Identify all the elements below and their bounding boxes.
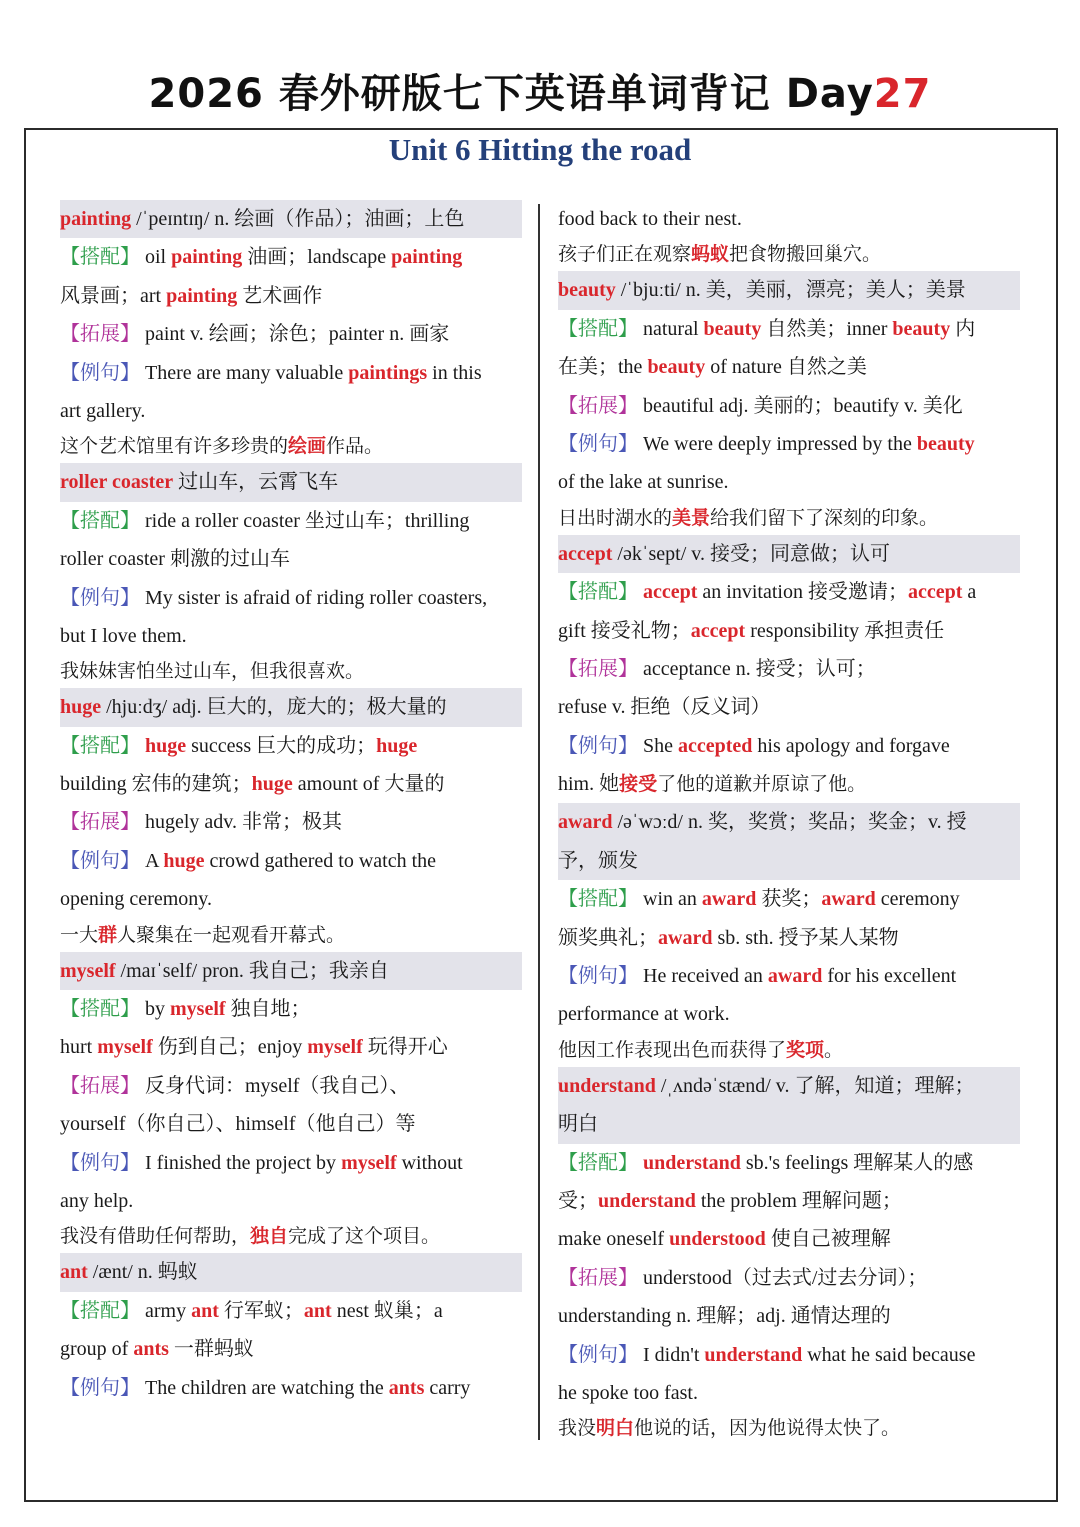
entry-myself-head <box>60 952 522 990</box>
text-run: but I love them. <box>60 624 187 647</box>
headword: huge <box>60 696 102 719</box>
text-run: a <box>962 581 977 604</box>
text-run: hurt <box>60 1036 98 1059</box>
text-run: performance at work. <box>558 1003 730 1026</box>
text-line <box>558 612 1020 650</box>
text-run: 风景画；art <box>60 284 167 307</box>
text-line <box>60 990 522 1028</box>
text-run: 完成了这个项目。 <box>288 1225 441 1248</box>
text-run: by <box>140 998 170 1021</box>
text-run: 了他的道歉并原谅了他。 <box>657 773 867 796</box>
text-run: roller coaster 刺激的过山车 <box>60 548 290 571</box>
text-line <box>558 502 1020 535</box>
text-run: 伤到自己；enjoy <box>152 1036 308 1059</box>
text-run: /maɪˈself/ pron. 我自己；我亲自 <box>115 959 389 982</box>
text-run: 日出时湖水的 <box>558 506 673 529</box>
text-line <box>60 354 522 392</box>
keyword-highlight: accept <box>907 581 963 604</box>
text-run: responsibility 承担责任 <box>745 619 945 642</box>
keyword-highlight: painting <box>166 284 238 307</box>
text-run: the problem 理解问题； <box>695 1189 902 1212</box>
collocation-tag: 【搭配】 <box>60 998 140 1021</box>
extension-tag: 【拓展】 <box>60 1074 140 1097</box>
text-run: 艺术画作 <box>237 284 323 307</box>
collocation-tag: 【搭配】 <box>558 888 638 911</box>
text-line <box>60 919 522 952</box>
text-line <box>60 1067 522 1105</box>
text-line <box>60 502 522 540</box>
keyword-highlight: myself <box>341 1151 397 1174</box>
text-run: 他说的话，因为他说得太快了。 <box>634 1417 901 1440</box>
text-line <box>60 1292 522 1330</box>
text-line <box>558 387 1020 425</box>
text-run: group of <box>60 1338 134 1361</box>
text-line <box>558 1336 1020 1374</box>
headword: understand <box>558 1074 656 1097</box>
extension-tag: 【拓展】 <box>558 1266 638 1289</box>
column-divider <box>538 204 540 1440</box>
text-run: 行军蚁； <box>218 1299 304 1322</box>
collocation-tag: 【搭配】 <box>558 581 638 604</box>
text-run: him. 她 <box>558 773 620 796</box>
example-tag: 【例句】 <box>558 965 638 988</box>
text-run: 他因工作表现出色而获得了 <box>558 1038 787 1061</box>
text-run: art gallery. <box>60 399 146 422</box>
entry-painting-head <box>60 200 522 238</box>
keyword-highlight: 接受 <box>619 773 658 796</box>
text-line <box>60 315 522 353</box>
text-run: There are many valuable <box>140 361 349 384</box>
text-line <box>558 1220 1020 1258</box>
text-run: he spoke too fast. <box>558 1381 698 1404</box>
example-tag: 【例句】 <box>60 1376 140 1399</box>
text-line <box>60 1330 522 1368</box>
extension-tag: 【拓展】 <box>558 657 638 680</box>
text-line <box>60 842 522 880</box>
text-line <box>558 765 1020 803</box>
day-number: 27 <box>873 71 932 117</box>
text-run: understanding n. 理解；adj. 通情达理的 <box>558 1305 891 1328</box>
text-run: opening ceremony. <box>60 888 212 911</box>
text-run: 明白 <box>558 1113 598 1136</box>
text-line <box>558 919 1020 957</box>
left-column <box>60 200 522 1407</box>
text-run: understood（过去式/过去分词）； <box>638 1266 928 1289</box>
keyword-highlight: myself <box>170 998 226 1021</box>
text-run: make oneself <box>558 1228 670 1251</box>
headword: ant <box>60 1261 88 1284</box>
extension-tag: 【拓展】 <box>60 323 140 346</box>
text-run: amount of 大量的 <box>292 773 445 796</box>
text-run: 获奖； <box>756 888 822 911</box>
keyword-highlight: 美景 <box>672 506 711 529</box>
keyword-highlight: 蚂蚁 <box>691 243 730 266</box>
text-run: 反身代词：myself（我自己）、 <box>140 1074 410 1097</box>
entry-accept-head <box>558 535 1020 573</box>
text-line <box>558 238 1020 271</box>
text-run: 受； <box>558 1189 598 1212</box>
text-run: 使自己被理解 <box>765 1228 891 1251</box>
collocation-tag: 【搭配】 <box>60 1299 140 1322</box>
text-line <box>558 842 1020 880</box>
example-tag: 【例句】 <box>60 586 140 609</box>
text-run: 自然美；inner <box>761 317 893 340</box>
text-run: 内 <box>950 317 976 340</box>
text-run: success 巨大的成功； <box>186 734 377 757</box>
keyword-highlight: huge <box>251 773 293 796</box>
keyword-highlight: accepted <box>678 734 753 757</box>
text-run: sb.'s feelings 理解某人的感 <box>740 1151 974 1174</box>
text-run: 这个艺术馆里有许多珍贵的 <box>60 435 289 458</box>
headword: painting <box>60 208 132 230</box>
keyword-highlight: beauty <box>647 356 706 379</box>
keyword-highlight: understood <box>669 1228 766 1251</box>
text-run: 玩得开心 <box>362 1036 448 1059</box>
text-line <box>60 803 522 841</box>
keyword-highlight: ant <box>303 1299 332 1322</box>
text-run: We were deeply impressed by the <box>638 432 917 455</box>
text-line <box>60 540 522 578</box>
headword: roller coaster <box>60 471 174 494</box>
keyword-highlight: painting <box>171 246 243 269</box>
text-run: My sister is afraid of riding roller coasters, <box>140 586 488 609</box>
text-run: /hjuːdʒ/ adj. 巨大的，庞大的；极大量的 <box>101 696 447 719</box>
page-title: 2026 春外研版七下英语单词背记 Day27 <box>148 71 932 117</box>
text-line <box>558 995 1020 1033</box>
text-run: acceptance n. 接受；认可； <box>638 657 876 680</box>
text-run: win an <box>638 888 702 911</box>
text-run: sb. sth. 授予某人某物 <box>712 926 899 949</box>
text-line <box>60 430 522 463</box>
keyword-highlight: huge <box>163 849 205 872</box>
text-line <box>60 655 522 688</box>
keyword-highlight: beauty <box>703 317 762 340</box>
text-line <box>558 727 1020 765</box>
extension-tag: 【拓展】 <box>60 811 140 834</box>
collocation-tag: 【搭配】 <box>558 1151 638 1174</box>
text-run: 我没有借助任何帮助， <box>60 1225 251 1248</box>
text-line <box>60 277 522 315</box>
text-line <box>558 463 1020 501</box>
text-run: oil <box>140 246 172 269</box>
headword: award <box>558 811 613 834</box>
example-tag: 【例句】 <box>60 1151 140 1174</box>
text-line <box>60 238 522 276</box>
keyword-highlight: accept <box>690 619 746 642</box>
text-run: She <box>638 734 678 757</box>
headword: beauty <box>558 279 616 302</box>
keyword-highlight: beauty <box>916 432 975 455</box>
right-column <box>558 200 1020 1445</box>
text-run: food back to their nest. <box>558 208 742 230</box>
text-run: hugely adv. 非常；极其 <box>140 811 343 834</box>
text-line <box>558 1105 1020 1143</box>
text-run: I finished the project by <box>140 1151 342 1174</box>
collocation-tag: 【搭配】 <box>60 734 140 757</box>
text-run: 给我们留下了深刻的印象。 <box>710 506 939 529</box>
text-run: of the lake at sunrise. <box>558 471 729 494</box>
text-run: beautiful adj. 美丽的；beautify v. 美化 <box>638 394 963 417</box>
keyword-highlight: myself <box>97 1036 153 1059</box>
text-run: building 宏伟的建筑； <box>60 773 252 796</box>
text-run: an invitation 接受邀请； <box>697 581 908 604</box>
example-tag: 【例句】 <box>558 734 638 757</box>
keyword-highlight: 群 <box>98 923 118 946</box>
text-run: his apology and forgave <box>752 734 950 757</box>
text-run: 独自地； <box>225 998 311 1021</box>
text-line <box>558 425 1020 463</box>
text-run: 我妹妹害怕坐过山车，但我很喜欢。 <box>60 660 365 683</box>
text-run: 一群蚂蚁 <box>168 1338 254 1361</box>
text-line <box>558 1144 1020 1182</box>
entry-award-head <box>558 803 1020 841</box>
text-run: /ænt/ n. 蚂蚁 <box>87 1261 198 1284</box>
collocation-tag: 【搭配】 <box>60 246 140 269</box>
text-line <box>558 650 1020 688</box>
text-run: ride a roller coaster 坐过山车；thrilling <box>140 509 470 532</box>
text-line <box>60 1182 522 1220</box>
collocation-tag: 【搭配】 <box>558 317 638 340</box>
keyword-highlight: myself <box>307 1036 363 1059</box>
example-tag: 【例句】 <box>558 1343 638 1366</box>
text-run: 孩子们正在观察 <box>558 243 692 266</box>
text-run: 人聚集在一起观看开幕式。 <box>117 923 346 946</box>
text-run: nest 蚁巢；a <box>331 1299 443 1322</box>
text-run: 过山车，云霄飞车 <box>173 471 339 494</box>
headword: myself <box>60 959 116 982</box>
text-run: of nature 自然之美 <box>705 356 867 379</box>
text-run: 一大 <box>60 923 99 946</box>
text-line <box>60 1105 522 1143</box>
keyword-highlight: ants <box>388 1376 425 1399</box>
text-run: natural <box>638 317 704 340</box>
text-line <box>60 1144 522 1182</box>
entry-roller-coaster-head <box>60 463 522 501</box>
text-line <box>60 1369 522 1407</box>
unit-title: Unit 6 Hitting the road <box>388 132 692 167</box>
text-run: 油画；landscape <box>242 246 392 269</box>
text-run: /əkˈsept/ v. 接受；同意做；认可 <box>612 542 890 565</box>
collocation-tag: 【搭配】 <box>60 509 140 532</box>
text-run: The children are watching the <box>140 1376 389 1399</box>
text-line <box>558 348 1020 386</box>
example-tag: 【例句】 <box>60 849 140 872</box>
text-line <box>558 688 1020 726</box>
text-run: 在美；the <box>558 356 648 379</box>
entry-huge-head <box>60 688 522 726</box>
text-line <box>558 310 1020 348</box>
text-run: any help. <box>60 1189 134 1212</box>
text-line <box>558 1034 1020 1067</box>
text-run: 作品。 <box>326 435 384 458</box>
keyword-highlight: 明白 <box>596 1417 635 1440</box>
text-line <box>60 765 522 803</box>
text-run: /ˈbjuːti/ n. 美，美丽，漂亮；美人；美景 <box>615 279 966 302</box>
keyword-highlight: award <box>821 888 876 911</box>
keyword-highlight: ant <box>191 1299 219 1322</box>
keyword-highlight: understand <box>704 1343 803 1366</box>
text-line <box>60 617 522 655</box>
text-run: /ˈpeɪntɪŋ/ n. 绘画（作品）；油画；上色 <box>131 208 465 230</box>
text-line <box>558 1259 1020 1297</box>
keyword-highlight: award <box>767 965 823 988</box>
extension-tag: 【拓展】 <box>558 394 638 417</box>
text-line <box>60 1220 522 1253</box>
text-line <box>558 880 1020 918</box>
keyword-highlight: painting <box>391 246 463 269</box>
text-line <box>558 957 1020 995</box>
text-run: ceremony <box>875 888 960 911</box>
headword: accept <box>558 542 613 565</box>
entry-understand-head <box>558 1067 1020 1105</box>
text-run: /ˌʌndəˈstænd/ v. 了解，知道；理解； <box>655 1074 975 1097</box>
example-tag: 【例句】 <box>60 361 140 384</box>
keyword-highlight: accept <box>643 581 698 604</box>
text-run: 。 <box>824 1038 844 1061</box>
text-line <box>60 1028 522 1066</box>
text-line <box>60 579 522 617</box>
text-run: A <box>140 849 164 872</box>
text-line <box>558 1182 1020 1220</box>
text-run: 予，颁发 <box>558 849 638 872</box>
text-line <box>558 1374 1020 1412</box>
entry-beauty-head <box>558 271 1020 309</box>
keyword-highlight: 奖项 <box>786 1038 825 1061</box>
text-run: carry <box>424 1376 471 1399</box>
text-line <box>558 573 1020 611</box>
keyword-highlight: understand <box>643 1151 741 1174</box>
keyword-highlight: huge <box>376 734 418 757</box>
text-run: I didn't <box>638 1343 705 1366</box>
text-run: 我没 <box>558 1417 597 1440</box>
keyword-highlight: paintings <box>348 361 428 384</box>
keyword-highlight: award <box>658 926 713 949</box>
text-run: without <box>396 1151 463 1174</box>
text-run: crowd gathered to watch the <box>204 849 437 872</box>
text-line <box>60 880 522 918</box>
text-run: for his excellent <box>822 965 957 988</box>
entry-ant-head <box>60 1253 522 1291</box>
keyword-highlight: huge <box>145 734 187 757</box>
text-run: refuse v. 拒绝（反义词） <box>558 696 771 719</box>
text-run: yourself（你自己）、himself（他自己）等 <box>60 1113 416 1136</box>
text-run: army <box>140 1299 192 1322</box>
text-line <box>558 1412 1020 1445</box>
keyword-highlight: ants <box>133 1338 169 1361</box>
text-run: 颁奖典礼； <box>558 926 658 949</box>
keyword-highlight: understand <box>598 1189 696 1212</box>
keyword-highlight: 独自 <box>250 1225 289 1248</box>
text-run: in this <box>427 361 482 384</box>
text-run: paint v. 绘画；涂色；painter n. 画家 <box>140 323 450 346</box>
text-run: what he said because <box>802 1343 976 1366</box>
text-line <box>60 392 522 430</box>
text-line <box>60 727 522 765</box>
text-run: 把食物搬回巢穴。 <box>729 243 882 266</box>
keyword-highlight: beauty <box>892 317 951 340</box>
keyword-highlight: 绘画 <box>288 435 327 458</box>
text-line <box>558 200 1020 238</box>
text-line <box>558 1297 1020 1335</box>
text-run: gift 接受礼物； <box>558 619 691 642</box>
keyword-highlight: award <box>701 888 757 911</box>
example-tag: 【例句】 <box>558 432 638 455</box>
text-run: /əˈwɔːd/ n. 奖，奖赏；奖品；奖金；v. 授 <box>612 811 967 834</box>
text-run: He received an <box>638 965 768 988</box>
